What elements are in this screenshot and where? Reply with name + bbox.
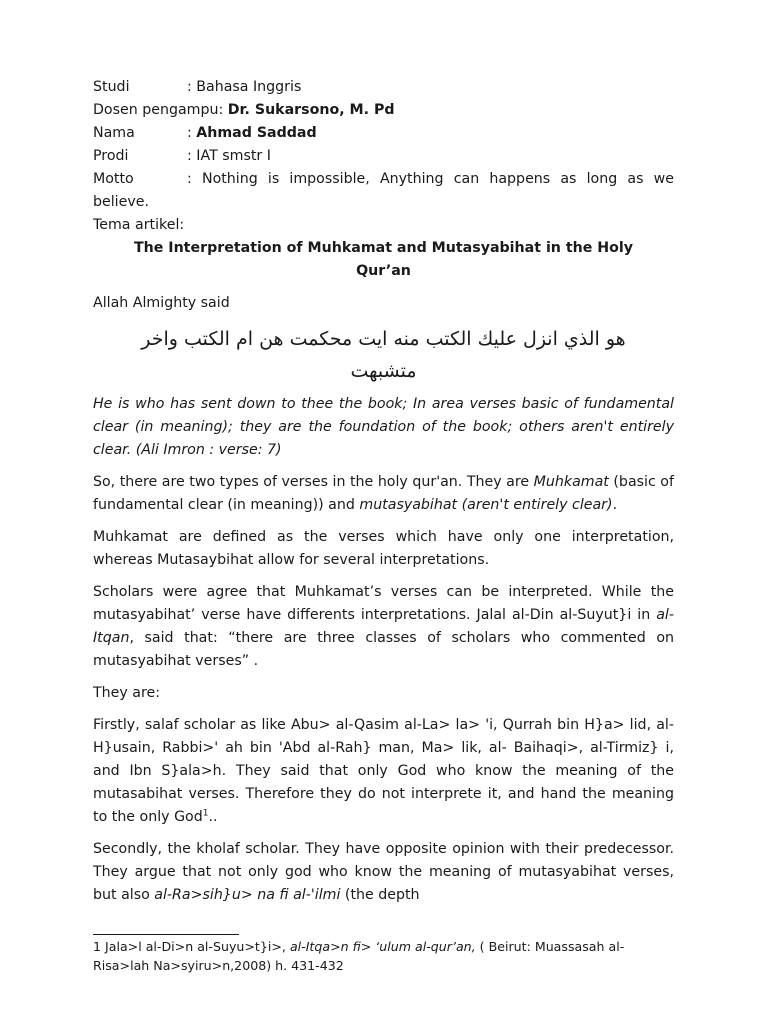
paragraph-definitions: Muhkamat are defined as the verses which have only one interpretation, whereas Mutasaybihat allow for several interpretations.	[93, 529, 674, 568]
article-title	[93, 237, 674, 283]
paragraph-they-are: They are:	[93, 685, 161, 701]
arabic-line-1: هو الذي انزل عليك الكتب منه ايت محكمت هن ام الكتب واخر	[141, 328, 626, 350]
nama-colon: :	[187, 125, 197, 141]
paragraph-types: So, there are two types of verses in the holy qur'an. They are Muhkamat (basic of fundamental clear (in meaning)) and mutasyabihat (aren't entirely clear).	[93, 474, 674, 513]
footnote-ref: 1	[202, 808, 209, 819]
dosen-value: Dr. Sukarsono, M. Pd	[227, 102, 395, 118]
verse-translation: He is who has sent down to thee the book; In area verses basic of fundamental clear (in meaning); they are the foundation of the book; others aren't entirely clear. (Ali Imron : verse: 7)	[93, 396, 674, 458]
nama-value: Ahmad Saddad	[196, 125, 317, 141]
prodi-label: Prodi	[93, 148, 129, 164]
title-line-2: Qur’an	[356, 263, 411, 279]
motto-row	[93, 168, 674, 191]
title-line-1: The Interpretation of Muhkamat and Mutasyabihat in the Holy	[133, 240, 634, 256]
motto-value: : Nothing is impossible, Anything can happens as long as we	[187, 171, 674, 187]
arabic-verse	[93, 323, 674, 387]
paragraph-scholars: Scholars were agree that Muhkamat’s verses can be interpreted. While the mutasyabihat’ verse have differents interpretations. Jalal al-Din al-Suyut}i in al-Itqan, said that: “there are three classes of scholars who commented on mutasyabihat verses” .	[93, 584, 674, 669]
footnote: 1 Jala>l al-Di>n al-Suyu>t}i>, al-Itqa>n fi> ‘ulum al-qur’an, ( Beirut: Muassasah al-Risa>lah Na>syiru>n,2008) h. 431-432	[93, 939, 625, 973]
prodi-value: : IAT smstr I	[187, 148, 271, 164]
prodi-row	[93, 145, 674, 168]
studi-label: Studi	[93, 79, 130, 95]
footnote-divider	[93, 934, 239, 935]
paragraph-secondly: Secondly, the kholaf scholar. They have opposite opinion with their predecessor. They argue that not only god who know the meaning of mutasyabihat verses, but also al-Ra>sih}u> na fi al-'ilmi (the depth	[93, 841, 674, 903]
intro-text: Allah Almighty said	[93, 295, 230, 311]
tema-label: Tema artikel:	[93, 217, 185, 233]
studi-row	[93, 76, 674, 99]
dosen-row	[93, 99, 674, 122]
dosen-label: Dosen pengampu:	[93, 102, 224, 118]
motto-label: Motto	[93, 171, 134, 187]
nama-row	[93, 122, 674, 145]
paragraph-firstly: Firstly, salaf scholar as like Abu> al-Qasim al-La> la> 'i, Qurrah bin H}a> lid, al-H}usain, Rabbi>' ah bin 'Abd al-Rah} man, Ma> lik, al- Baihaqi>, al-Tirmiz} i, and Ibn S}ala>h. They said that only God who know the meaning of the mutasabihat verses. Therefore they do not interprete it, and hand the meaning to the only God$^1$..	[93, 717, 674, 825]
document-page	[93, 76, 674, 907]
arabic-line-2: متشبهت	[350, 360, 417, 382]
motto-continuation: believe.	[93, 194, 149, 210]
studi-value: : Bahasa Inggris	[187, 79, 302, 95]
nama-label: Nama	[93, 125, 135, 141]
